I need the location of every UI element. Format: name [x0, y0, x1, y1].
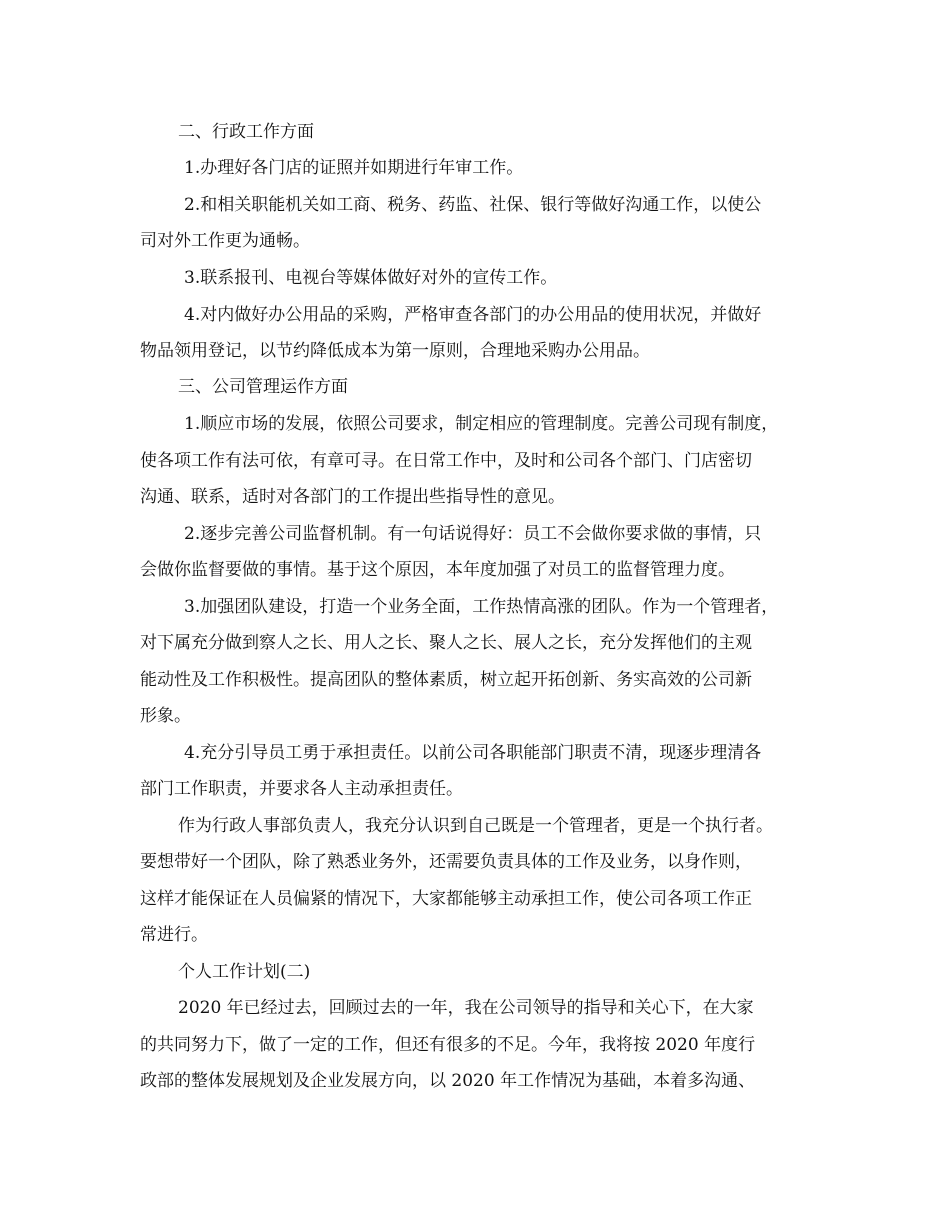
text-line: 政部的整体发展规划及企业发展方向，以 2020 年工作情况为基础，本着多沟通、 — [140, 1071, 756, 1091]
text-line: 物品领用登记，以节约降低成本为第一原则，合理地采购办公用品。 — [140, 341, 650, 361]
text-line: 4.对内做好办公用品的采购，严格审查各部门的办公用品的使用状况，并做好 — [184, 305, 762, 325]
text-line: 使各项工作有法可依，有章可寻。在日常工作中，及时和公司各个部门、门店密切 — [140, 451, 752, 471]
text-line: 司对外工作更为通畅。 — [140, 231, 310, 251]
text-line: 这样才能保证在人员偏紧的情况下，大家都能够主动承担工作，使公司各项工作正 — [140, 889, 752, 909]
text-line: 1.办理好各门店的证照并如期进行年审工作。 — [184, 158, 524, 178]
text-line: 会做你监督要做的事情。基于这个原因，本年度加强了对员工的监督管理力度。 — [140, 560, 735, 580]
text-line: 常进行。 — [140, 925, 208, 945]
text-line: 2020 年已经过去，回顾过去的一年，我在公司领导的指导和关心下，在大家 — [178, 998, 754, 1018]
text-line: 沟通、联系，适时对各部门的工作提出些指导性的意见。 — [140, 487, 565, 507]
text-line: 1.顺应市场的发展，依照公司要求，制定相应的管理制度。完善公司现有制度， — [184, 414, 779, 434]
text-line: 能动性及工作积极性。提高团队的整体素质，树立起开拓创新、务实高效的公司新 — [140, 670, 752, 690]
text-line: 三、公司管理运作方面 — [178, 377, 348, 397]
text-line: 3.联系报刊、电视台等媒体做好对外的宣传工作。 — [184, 268, 558, 288]
text-line: 部门工作职责，并要求各人主动承担责任。 — [140, 779, 463, 799]
text-line: 2.逐步完善公司监督机制。有一句话说得好：员工不会做你要求做的事情，只 — [184, 524, 762, 544]
text-line: 二、行政工作方面 — [178, 122, 314, 142]
text-line: 3.加强团队建设，打造一个业务全面，工作热情高涨的团队。作为一个管理者， — [184, 597, 779, 617]
text-line: 2.和相关职能机关如工商、税务、药监、社保、银行等做好沟通工作，以使公 — [184, 195, 762, 215]
text-line: 个人工作计划(二) — [178, 962, 311, 982]
text-line: 要想带好一个团队，除了熟悉业务外，还需要负责具体的工作及业务，以身作则， — [140, 852, 752, 872]
text-line: 对下属充分做到察人之长、用人之长、聚人之长、展人之长，充分发挥他们的主观 — [140, 633, 752, 653]
text-line: 作为行政人事部负责人，我充分认识到自己既是一个管理者，更是一个执行者。 — [178, 816, 773, 836]
text-line: 4.充分引导员工勇于承担责任。以前公司各职能部门职责不清，现逐步理清各 — [184, 743, 762, 763]
text-line: 形象。 — [140, 706, 191, 726]
text-line: 的共同努力下，做了一定的工作，但还有很多的不足。今年，我将按 2020 年度行 — [140, 1035, 756, 1055]
